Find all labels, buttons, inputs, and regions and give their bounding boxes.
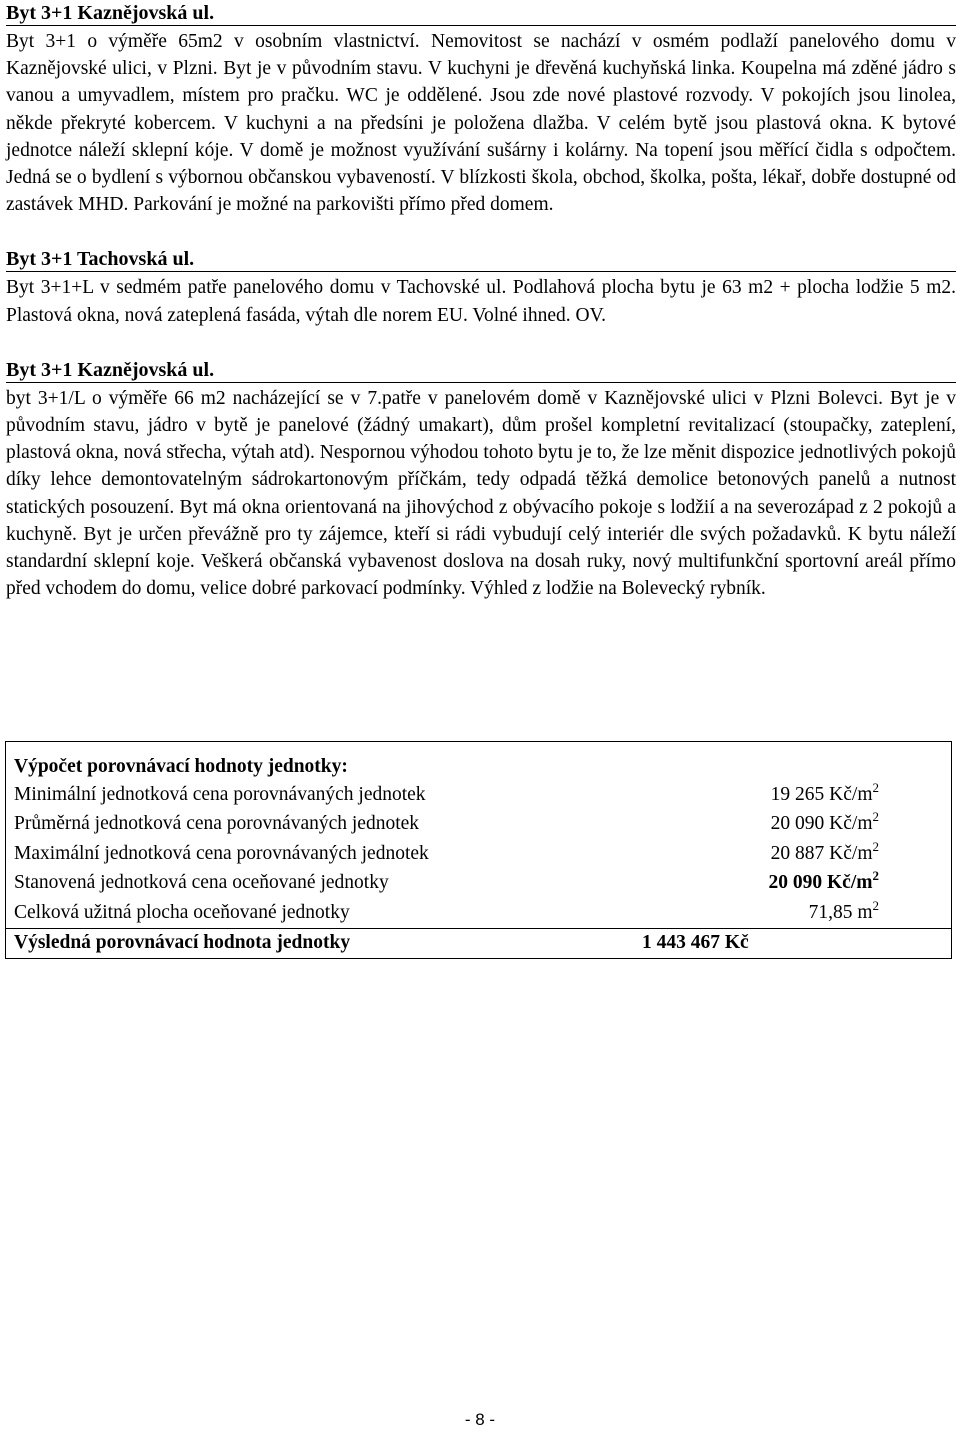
listing-description: byt 3+1/L o výměře 66 m2 nacházející se v 7.patře v panelovém domě v Kaznějovské ulici v Plzni Bolevci. Byt je v původním stavu, jádro v bytě je panelové (žádný umakart), dům prošel kompletní revitalizací (stoupačky, zateplení, plastová okna, nová střecha, výtah atd). Nespornou výhodou tohoto bytu je to, že lze měnit dispozice jednotlivých pokojů díky lehce demontovatelným sádrokartonovým příčkám, tedy odpadá těžká demolice betonových panelů a nutnost statických posouzení. Byt má okna orientovaná na jihovýchod z obývacího pokoje s lodžií a na severozápad z 2 pokojů a kuchyně. Byt je určen převážně pro ty zájemce, kteří si rádi vybudují celý interiér dle svých požadavků. K bytu náleží standardní sklepní koje. Veškerá občanská vybavenost doslova na dosah ruky, nový multifunkční sportovní areál přímo před vchodem do domu, velice dobré parkovací podmínky. Výhled z lodžie na Bolevecký rybník.: [6, 387, 956, 600]
valuation-table: [5, 741, 952, 959]
result-value: 1 443 467 Kč: [642, 928, 952, 959]
listing-heading: Byt 3+1 Kaznějovská ul.: [6, 0, 956, 26]
table-row: [6, 810, 952, 840]
row-label: Stanovená jednotková cena oceňované jednotky: [14, 872, 389, 894]
row-value: 20 090 $Kč/m^2$: [768, 868, 879, 894]
listing-heading: Byt 3+1 Tachovská ul.: [6, 246, 956, 272]
row-label: Celková užitná plocha oceňované jednotky: [14, 901, 350, 923]
listing-2: [6, 246, 956, 328]
row-label: Minimální jednotková cena porovnávaných jednotek: [14, 783, 426, 805]
table-title-row: [6, 742, 952, 781]
row-label: Maximální jednotková cena porovnávaných jednotek: [14, 842, 429, 864]
row-value: 19 265 $Kč/m^2$: [770, 779, 879, 805]
row-value: 20 887 $Kč/m^2$: [770, 838, 879, 864]
document-page: [6, 0, 956, 602]
listing-heading: Byt 3+1 Kaznějovská ul.: [6, 357, 956, 383]
listing-1: [6, 0, 956, 218]
result-row: [6, 928, 952, 959]
table-row: [6, 780, 952, 810]
table-row: [6, 869, 952, 899]
table-title: Výpočet porovnávací hodnoty jednotky:: [14, 756, 348, 777]
row-value: 20 090 $Kč/m^2$: [770, 809, 879, 835]
page-number: - 8 -: [464, 1410, 496, 1429]
listing-description: Byt 3+1+L v sedmém patře panelového domu v Tachovské ul. Podlahová plocha bytu je 63 m2 + plocha lodžie 5 m2. Plastová okna, nová zateplená fasáda, výtah dle norem EU. Volné ihned. OV.: [6, 277, 956, 326]
listing-description: Byt 3+1 o výměře 65m2 v osobním vlastnictví. Nemovitost se nachází v osmém podlaží panelového domu v Kaznějovské ulici, v Plzni. Byt je v původním stavu. V kuchyni je dřevěná kuchyňská linka. Koupelna má zděné jádro s vanou a umyvadlem, místem pro pračku. WC je oddělené. Jsou zde nové plastové rozvody. V pokojích jsou linolea, někde překryté kobercem. V kuchyni a na předsíni je položena dlažba. V celém bytě jsou plastová okna. K bytové jednotce náleží sklepní kóje. V domě je možnost využívání sušárny i kolárny. Na topení jsou měřící čidla s odpočtem. Jedná se o bydlení s výbornou občanskou vybaveností. V blízkosti škola, obchod, školka, pošta, lékař, dobře dostupné od zastávek MHD. Parkování je možné na parkovišti přímo před domem.: [6, 31, 956, 216]
row-value: 71,85 $m^2$: [808, 897, 879, 923]
result-label: Výsledná porovnávací hodnota jednotky: [6, 928, 643, 959]
table-row: [6, 839, 952, 869]
listing-3: [6, 357, 956, 603]
table-row: [6, 898, 952, 928]
row-label: Průměrná jednotková cena porovnávaných jednotek: [14, 813, 420, 835]
